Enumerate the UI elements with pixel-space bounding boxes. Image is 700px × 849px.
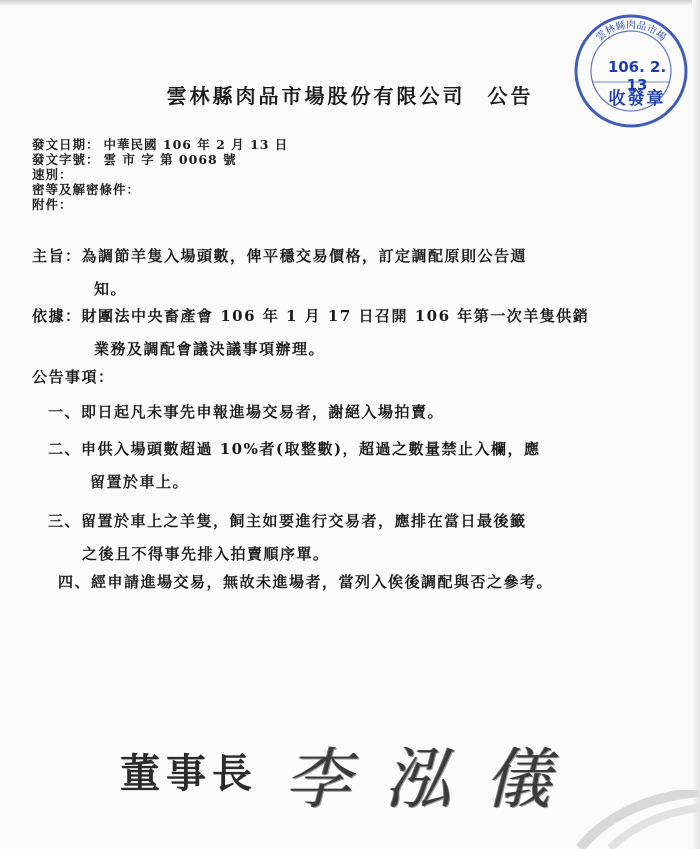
meta-row [32, 167, 288, 182]
signature-name: 李泓儀 [285, 741, 585, 818]
meta-label: 發文日期： [32, 137, 100, 152]
item-text: 經申請進場交易，無故未進場者，當列入俟後調配與否之參考。 [91, 573, 554, 591]
basis-label: 依據： [32, 307, 82, 325]
stamp-label: 收發章 [608, 89, 666, 109]
subject-label: 主旨： [32, 247, 82, 265]
document-meta [32, 137, 288, 212]
company-name: 雲林縣肉品市場股份有限公司 [166, 84, 466, 108]
meta-row [32, 182, 288, 197]
notice-item [48, 433, 668, 499]
meta-label: 附件： [32, 197, 73, 212]
item-number: 一、 [48, 403, 82, 421]
item-text: 申供入場頭數超過 10%者(取整數)，超過之數量禁止入欄，應 [81, 440, 541, 458]
notice-item [48, 396, 668, 429]
subject-text: 為調節羊隻入場頭數，俾平穩交易價格，訂定調配原則公告週 [81, 247, 528, 265]
basis-text: 財團法中央畜產會 106 年 1 月 17 日召開 106 年第一次羊隻供銷 [81, 307, 590, 325]
item-text: 留置於車上之羊隻，飼主如要進行交易者，應排在當日最後籤 [81, 512, 527, 530]
meta-value: 中華民國 106 年 2 月 13 日 [103, 137, 289, 152]
page-corner-mark [560, 790, 700, 849]
item-text-cont: 留置於車上。 [90, 473, 190, 491]
scan-edge [0, 0, 700, 6]
meta-label: 密等及解密條件： [32, 182, 141, 197]
subject-text-cont: 知。 [94, 280, 128, 298]
basis-section [32, 300, 672, 366]
meta-label: 發文字號： [32, 152, 100, 167]
meta-row [32, 197, 288, 212]
item-number: 二、 [48, 440, 82, 458]
signature-title: 董事長 [120, 750, 258, 797]
item-number: 三、 [48, 512, 82, 530]
item-text-cont: 之後且不得事先排入拍賣順序單。 [82, 545, 330, 563]
notice-item [48, 505, 668, 571]
meta-value: 雲 市 字 第 0068 號 [103, 152, 237, 167]
meta-label: 速別： [32, 167, 73, 182]
meta-row [32, 137, 288, 152]
scan-edge [692, 0, 700, 849]
item-text: 即日起凡未事先申報進場交易者，謝絕入場拍賣。 [81, 403, 445, 421]
notice-label: 公告 [487, 84, 534, 108]
meta-row [32, 152, 288, 167]
items-heading: 公告事項： [32, 368, 115, 386]
stamp-ring-text: 雲林縣肉品市場 [594, 20, 668, 44]
notice-item [58, 566, 678, 599]
basis-text-cont: 業務及調配會議決議事項辦理。 [94, 340, 326, 358]
item-number: 四、 [58, 573, 92, 591]
stamp-date: 106. 2. 13 [607, 58, 667, 94]
subject-section [32, 240, 672, 306]
